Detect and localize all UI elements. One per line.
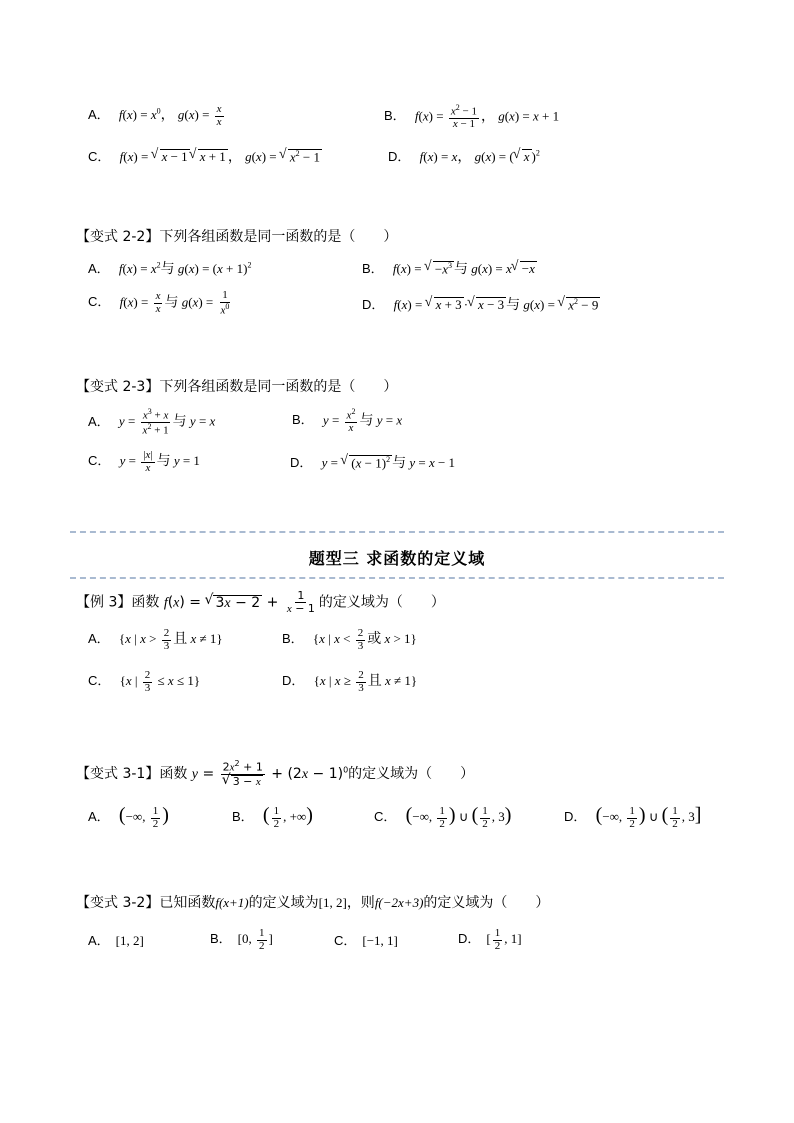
question-2-3-option-b: B． y = $\frac{x^2}{x}$ 与 y = x — [292, 407, 403, 435]
question-3-1-option-c: C． (−∞, $\frac{1}{2}$ ) ∪ ( $\frac{1}{2}$ , 3) — [374, 804, 512, 830]
question-2-3-option-c: C． y = $\frac{|x|}{x}$ 与 y = 1 — [88, 449, 200, 474]
section-title: 题型三 求函数的定义域 — [308, 549, 486, 568]
example-3-option-a: A． {x | x > $\frac{2}{3}$ 且 x ≠ 1} — [88, 627, 223, 652]
question-2-2-option-c: C． f(x) = $\frac{x}{x}$ 与 g(x) = $\frac{1}{x^0}$ — [88, 289, 230, 317]
question-2-3-option-d: D． y = √ $(x - 1)^2$ 与 y = x − 1 — [290, 452, 455, 472]
section-divider-bottom — [70, 577, 724, 579]
question-2-2-option-d: D． f(x) = √ x + 3 ·√ x − 3 与 g(x) = √ $x^2 - 9$ — [362, 294, 600, 314]
question-3-2-option-a: A． [1, 2] — [88, 933, 144, 948]
example-3-option-b: B． {x | x < $\frac{2}{3}$ 或 x > 1} — [282, 627, 417, 652]
question-2-3-heading: 【变式 2-3】下列各组函数是同一函数的是（ ） — [76, 379, 398, 395]
question-2-2-option-a: A． $f(x) = x^2$与 $g(x) = (x + 1)^2$ — [88, 260, 252, 277]
question-3-2-option-b: B． [0, $\frac{1}{2}$ ] — [210, 927, 273, 952]
example-3-option-d: D． {x | x ≥ $\frac{2}{3}$ 且 x ≠ 1} — [282, 669, 418, 694]
question-3-2-option-d: D． [ $\frac{1}{2}$ , 1] — [458, 927, 522, 952]
section-divider-top — [70, 531, 724, 533]
question-2-3-option-a: A． y = $\frac{x^3 + x}{x^2 + 1}$ 与 y = x — [88, 407, 216, 437]
prev-option-c: C． f(x) = √ x − 1√ x + 1 ， g(x) = √ $x^2 - 1$ — [88, 146, 322, 166]
prev-option-b: B． f(x) = $\frac{x^2 - 1}{x - 1}$ ， g(x) = x + 1 — [384, 103, 560, 131]
question-3-2-heading: 【变式 3-2】已知函数f(x+1)的定义域为[1, 2]，则f(−2x+3)的定义域为（ ） — [76, 895, 550, 911]
question-3-1-option-b: B． ( $\frac{1}{2}$ , +∞) — [232, 804, 313, 830]
question-3-1-heading: 【变式 3-1】函数 y = $2x^2 + 1$ √ 3 − x + $(2x - 1)^0$的定义域为（ ） — [76, 760, 474, 788]
example-3-heading: 【例 3】函数 f(x) = √ 3x − 2 + $\frac{1}{x - 1}$ 的定义域为（ ） — [76, 590, 445, 615]
question-2-2-option-b: B． f(x) = √ $-x^3$ 与 g(x) = x√ −x — [362, 258, 537, 278]
question-3-1-option-d: D． (−∞, $\frac{1}{2}$ ) ∪ ( $\frac{1}{2}$ , 3] — [564, 804, 702, 830]
prev-option-d: D． f(x) = x， g(x) = (√ x )$^2$ — [388, 146, 540, 166]
question-3-1-option-a: A． (−∞, $\frac{1}{2}$ ) — [88, 804, 169, 830]
question-2-2-heading: 【变式 2-2】下列各组函数是同一函数的是（ ） — [76, 229, 398, 245]
prev-option-a: A． $f(x) = x^0$， g(x) = $\frac{x}{x}$ — [88, 103, 222, 128]
example-3-option-c: C． {x | $\frac{2}{3}$ ≤ x ≤ 1} — [88, 669, 201, 694]
question-3-2-option-c: C． [−1, 1] — [334, 933, 398, 948]
